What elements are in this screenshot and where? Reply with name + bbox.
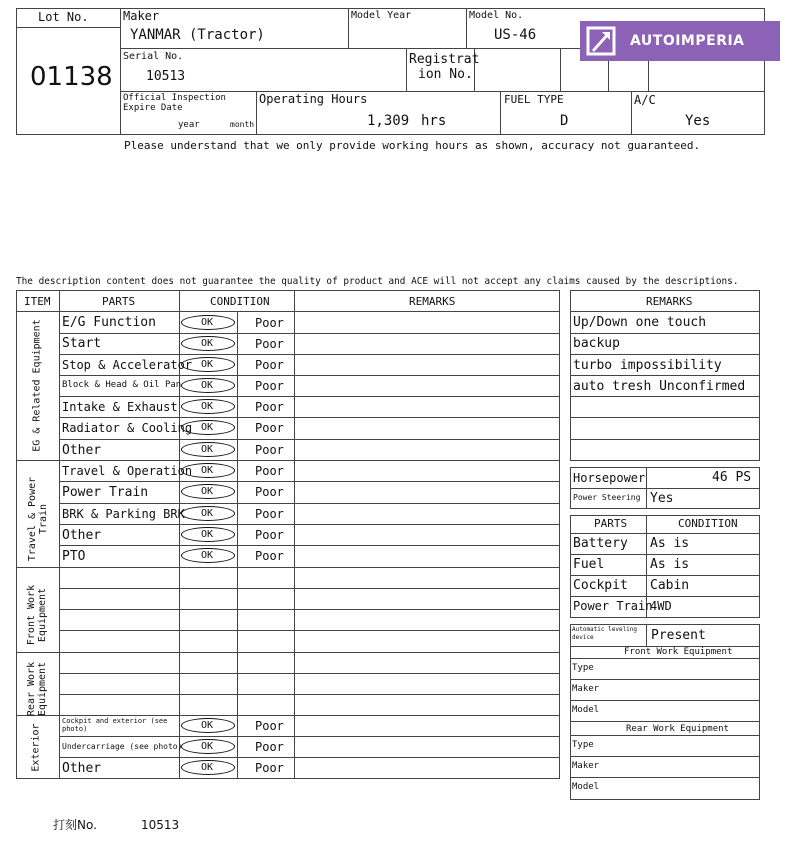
ok-label: OK [201,338,214,349]
remark-item: backup [573,336,620,351]
registration-label-2: ion No. [418,67,473,82]
poor-label: Poor [255,719,284,733]
ok-label: OK [201,359,214,370]
part-label: BRK & Parking BRK [62,507,185,521]
steering-label: Power Steering [573,493,641,502]
side-condition-header: CONDITION [678,517,738,530]
poor-label: Poor [255,337,284,351]
side-part-name: Cockpit [573,578,628,593]
header-item: ITEM [24,295,51,308]
poor-label: Poor [255,316,284,330]
ok-label: OK [201,401,214,412]
poor-label: Poor [255,358,284,372]
poor-label: Poor [255,549,284,563]
front-model-label: Model [572,705,600,715]
part-label: Block & Head & Oil Pan [62,380,182,390]
ok-label: OK [201,380,214,391]
ok-label: OK [201,465,214,476]
poor-label: Poor [255,740,284,754]
serial-label: Serial No. [123,51,184,62]
maker-value: YANMAR (Tractor) [130,27,265,43]
rear-model-label: Model [572,782,600,792]
part-label: Other [62,443,102,458]
part-label: Radiator & Cooling [62,421,193,435]
lot-number: 01138 [30,62,113,92]
group-exterior: Exterior [30,723,42,772]
inspection-label-2: Expire Date [123,103,183,113]
maker-label: Maker [123,9,160,23]
side-part-value: As is [650,536,690,551]
model-year-label: Model Year [351,10,412,21]
part-label: Cockpit and exterior (see photo) [62,717,168,733]
horsepower-label: Horsepower [573,471,646,485]
hours-value: 1,309 [367,113,410,129]
logo-mark-icon [584,24,618,58]
part-label: E/G Function [62,315,156,330]
rear-maker-label: Maker [572,761,600,771]
side-part-value: Cabin [650,578,690,593]
header-remarks: REMARKS [409,295,456,308]
ac-value: Yes [685,113,711,129]
serial-value: 10513 [146,69,186,84]
remark-item: turbo impossibility [573,358,722,373]
inspection-label-1: Official Inspection [123,93,226,103]
hours-notice: Please understand that we only provide working hours as shown, accuracy not guaranteed. [124,139,701,152]
ok-label: OK [201,529,214,540]
year-label: year [178,120,200,130]
remark-item: auto tresh Unconfirmed [573,379,746,394]
model-no-label: Model No. [469,10,524,21]
part-label: PTO [62,549,86,564]
side-parts-header: PARTS [594,517,628,530]
leveling-value: Present [651,628,706,643]
steering-value: Yes [650,491,674,506]
fuel-label: FUEL TYPE [504,93,564,106]
ok-label: OK [201,444,214,455]
side-part-name: Battery [573,536,628,551]
ok-label: OK [201,550,214,561]
front-maker-label: Maker [572,684,600,694]
part-label: Power Train [62,485,149,500]
poor-label: Poor [255,485,284,499]
ok-label: OK [201,762,214,773]
part-label: Stop & Accelerator [62,358,193,372]
front-work-header: Front Work Equipment [624,647,733,657]
autoimperia-logo [580,21,780,61]
hours-label: Operating Hours [259,92,368,106]
group-eg: EG & Related Equipment [31,319,43,452]
part-label: Undercarriage (see photo) [62,742,183,751]
header-parts: PARTS [102,295,136,308]
leveling-label-2: device [572,634,594,641]
front-type-label: Type [572,663,594,673]
ok-label: OK [201,422,214,433]
poor-label: Poor [255,443,284,457]
registration-label-1: Registrat [409,52,480,67]
header-condition: CONDITION [210,295,270,308]
poor-label: Poor [255,400,284,414]
hours-unit: hrs [421,113,447,129]
leveling-label-1: Automatic leveling [572,626,638,633]
month-label: month [230,120,255,129]
part-label: Other [62,528,102,543]
side-remarks-header: REMARKS [646,295,693,308]
ok-label: OK [201,486,214,497]
poor-label: Poor [255,379,284,393]
disclaimer: The description content does not guarantee the quality of product and ACE will not accept any claims caused by the descriptions. [16,276,739,287]
part-label: Intake & Exhaust [62,400,178,414]
side-part-name: Fuel [573,557,605,572]
rear-work-header: Rear Work Equipment [626,724,729,734]
group-front: Front Work Equipment [26,584,48,646]
ok-label: OK [201,720,214,731]
fuel-value: D [560,113,569,129]
group-rear: Rear Work Equipment [26,661,48,717]
model-no-value: US-46 [494,27,537,43]
ac-label: A/C [634,93,656,107]
rear-type-label: Type [572,740,594,750]
poor-label: Poor [255,464,284,478]
part-label: Other [62,761,102,776]
group-travel: Travel & Power Train [27,476,49,562]
poor-label: Poor [255,507,284,521]
poor-label: Poor [255,761,284,775]
side-part-value: As is [650,557,690,572]
part-label: Travel & Operation [62,464,193,478]
logo-text: AUTOIMPERIA [630,33,745,49]
side-part-value: 4WD [650,599,672,613]
poor-label: Poor [255,528,284,542]
poor-label: Poor [255,421,284,435]
side-part-name: Power Train [573,599,653,613]
lot-label: Lot No. [38,10,89,24]
remark-item: Up/Down one touch [573,315,707,330]
stamp-value: 10513 [141,818,180,832]
stamp-label: 打刻No. [53,818,97,832]
horsepower-value: 46 PS [712,470,752,485]
ok-label: OK [201,317,214,328]
ok-label: OK [201,508,214,519]
part-label: Start [62,336,102,351]
ok-label: OK [201,741,214,752]
